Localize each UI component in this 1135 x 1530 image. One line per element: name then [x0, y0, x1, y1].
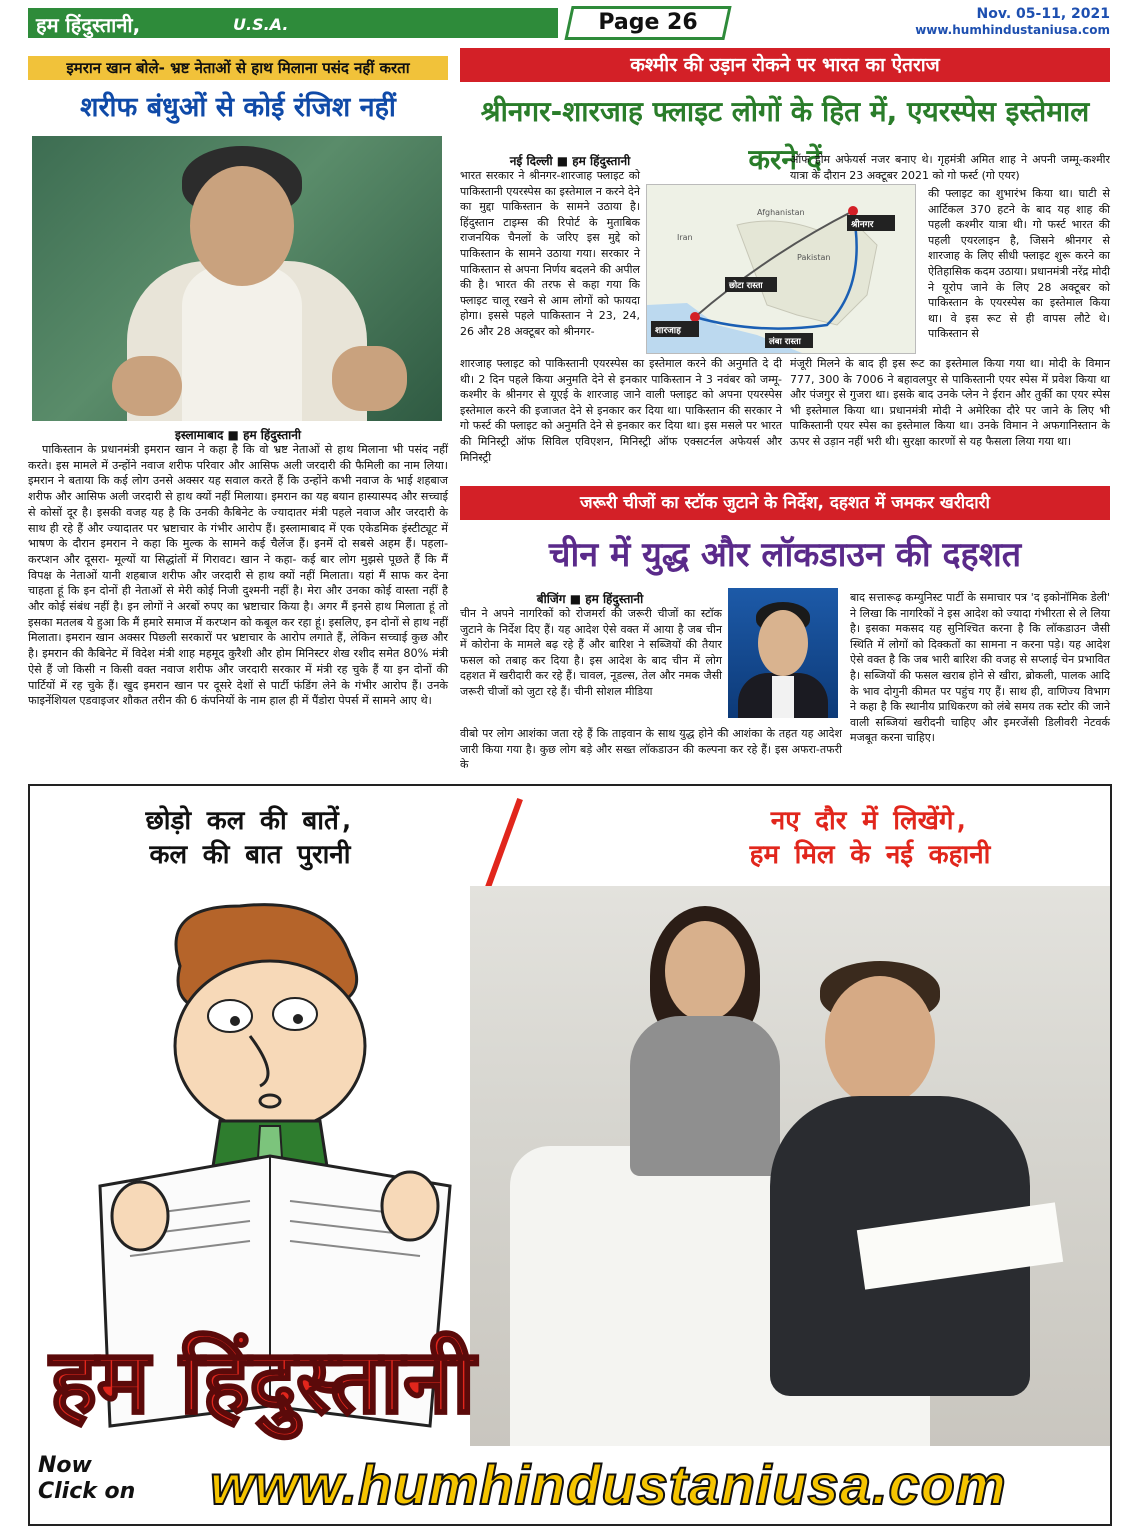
photo-right-hand — [332, 346, 407, 411]
map-label-long-route: लंबा रास्ता — [769, 337, 801, 347]
story-kicker: इमरान खान बोले- भ्रष्ट नेताओं से हाथ मिलाना पसंद नहीं करता — [28, 56, 448, 80]
story-dateline: बीजिंग ■ हम हिंदुस्तानी — [536, 592, 644, 606]
map-label-pakistan: Pakistan — [797, 253, 831, 262]
story-headline: शरीफ बंधुओं से कोई रंजिश नहीं — [80, 92, 396, 123]
photo-left-hand — [112, 356, 182, 416]
route-map — [646, 184, 916, 354]
cartoon-right-pupil — [293, 1014, 303, 1024]
story-body-col1-top: चीन ने अपने नागरिकों को रोजमर्रा की जरूरी चीजों का स्टॉक जुटाने के निर्देश दिए हैं। यह आदेश ऐसे वक्त में आया है जब चीन में कोरोना के मामले बढ़ रहे हैं और बारिश ने सब्जियों की तैयार फसल को तबाह कर दिया है। इस आदेश के बाद चीन में लोग दहशत में खरीदारी कर रहे हैं। चावल, नूडल्स, तेल और नमक जैसी जरूरी चीजों को जुटा रहे हैं। चीनी सोशल मीडिया — [460, 607, 722, 698]
promo-advertisement — [28, 784, 1112, 1526]
story-body: पाकिस्तान के प्रधानमंत्री इमरान खान ने कहा है कि वो भ्रष्ट नेताओं से हाथ मिलाना भी पसंद नहीं करते। इस मामले में उन्होंने नवाज शरीफ परिवार और आसिफ अली जरदारी की फैमिली का नाम लिया। इमरान ने बताया कि कई लोग उनसे अक्सर यह सवाल करते हैं कि उन्होंने कभी नवाज के भाई शहबाज शरीफ और आसिफ अली जरदारी से हाथ क्यों नहीं मिलाया। इमरान का यह बयान हास्यास्पद और सच्चाई से कोसों दूर है। इसकी वजह यह है कि उनकी कैबिनेट के ज्यादातर मंत्री पहले नवाज और जरदारी के साथ ही रहे हैं और ज्यादातर पर भ्रष्टाचार के गंभीर आरोप हैं। इस्लामाबाद में एक एकेडमिक इंस्टीट्यूट में भाषण के दौरान इमरान ने कहा कि मुल्क के सामने कई चैलेंज हैं। इनमें दो सबसे अहम हैं। पहला- करप्शन और दूसरा- मूल्यों या सिद्धांतों में गिरावट। खान ने कहा- कई बार लोग मुझसे पूछते हैं कि मैं विपक्ष के नेताओं यानी शहबाज शरीफ और जरदारी से हाथ क्यों नहीं मिलाता। यहां मैं साफ कर देना चाहता हूं कि इन दोनों ही नेताओं से मेरी कोई निजी दुश्मनी नहीं है। मेरा और उनका कोई वास्ता नहीं है और कोई संबंध नहीं है। इन लोगों ने अरबों रुपए का भ्रष्टाचार किया है। अगर मैं इनसे हाथ मिलाता हूं तो इसका मतलब ये हुआ कि मैं हमारे समाज में करप्शन को कबूल कर रहा हूं। इसलिए, इन दोनों से हाथ नहीं मिलाता। इमरान खान अक्सर पिछली सरकारों पर भ्रष्टाचार के आरोप लगाते हैं, लेकिन सच्चाई कुछ और है। इमरान की कैबिनेट में विदेश मंत्री शाह महमूद कुरैशी और होम मिनिस्टर शेख रशीद समेत 80% मंत्री ऐसे हैं जो किसी न किसी वक्त नवाज शरीफ और जरदारी सरकार में मंत्री रह चुके हैं या इन दोनों की पार्टियों में रह चुके हैं। खुद इमरान खान पर दूसरे देशों से पार्टी फंडिंग लेने के गंभीर आरोप हैं। उनके फाइनेंशियल एडवाइजर शौकत तरीन की 6 कंपनियों के नाम हाल ही में पैंडोरा पेपर्स में सामने आए थे। — [28, 443, 448, 708]
map-label-sharjah: शारजाह — [655, 326, 681, 336]
story-body-col1-bottom: शारजाह फ्लाइट को पाकिस्तानी एयरस्पेस का इस्तेमाल करने की अनुमति दे दी थी। 2 दिन पहले किया अनुमति देने से इनकार पाकिस्तान ने 3 नवंबर को जम्मू-कश्मीर के श्रीनगर से यूएई के शारजाह जाने वाली फ्लाइट को अपना एयरस्पेस इस्तेमाल करने की इजाजत देने से इनकार कर दिया था। पाकिस्तान की सरकार ने गो फर्स्ट की फ्लाइट को अनुमति देने से इनकार कर दिया था। इस मसले पर भारत की मिनिस्ट्री ऑफ सिविल एविएशन, मिनिस्ट्री ऑफ एक्सटर्नल अफेयर्स और मिनिस्ट्री — [460, 357, 782, 464]
photo-shirt — [772, 676, 794, 718]
cartoon-right-hand — [382, 1172, 438, 1240]
newspaper-title: हम हिंदुस्तानी, — [36, 13, 141, 37]
ad-click-on-label: Click on — [38, 1479, 136, 1504]
ad-tagline-left-line1: छोड़ो कल की बातें, — [145, 806, 355, 836]
xi-jinping-photo — [728, 588, 838, 718]
masthead-banner — [28, 8, 558, 38]
photo-face — [758, 610, 808, 676]
story-body-col2-mid: की फ्लाइट का शुभारंभ किया था। घाटी से आर्टिकल 370 हटने के बाद यह शाह की पहली कश्मीर यात्रा थी। गो फर्स्ट भारत की पहली एयरलाइन है, जिसने श्रीनगर से शारजाह के लिए सीधी फ्लाइट शुरू करने का ऐतिहासिक कदम उठाया। प्रधानमंत्री नरेंद्र मोदी ने यूरोप जाने के लिए 28 अक्टूबर को पाकिस्तान के एयरस्पेस का इस्तेमाल किया था। वे इस रूट से ही वापस लौटे थे। पाकिस्तान से — [928, 187, 1110, 341]
photo-collar — [182, 266, 302, 421]
map-label-srinagar: श्रीनगर — [851, 220, 874, 230]
ad-tagline-left — [80, 804, 420, 872]
story-imran-khan — [28, 54, 448, 774]
ad-tagline-right — [650, 804, 1090, 872]
newspaper-region: U.S.A. — [233, 15, 289, 34]
story-body-col1-bottom: वीबो पर लोग आशंका जता रहे हैं कि ताइवान के साथ युद्ध होने की आशंका के तहत यह आदेश जारी किया गया है। कुछ लोग बड़े और सख्त लॉकडाउन की कल्पना कर रहे हैं। इस अफरा-तफरी के — [460, 727, 842, 772]
story-kicker-bar: कश्मीर की उड़ान रोकने पर भारत का ऐतराज — [460, 48, 1110, 82]
issue-date: Nov. 05-11, 2021 — [976, 6, 1110, 22]
cartoon-left-pupil — [230, 1016, 240, 1026]
map-label-iran: Iran — [677, 233, 693, 242]
photo-woman-top — [630, 1016, 780, 1176]
story-body-col2-bottom: मंजूरी मिलने के बाद ही इस रूट का इस्तेमाल किया गया था। मोदी के विमान 777, 300 के 7006 ने बहावलपुर से पाकिस्तानी एयर स्पेस में प्रवेश किया था और पंजगुर से गुजरा था। इसके बाद उनके प्लेन ने ईरान और तुर्की का एयर स्पेस भी इस्तेमाल किया था। प्रधानमंत्री मोदी ने अमेरिका दौरे पर जाने के लिए भी पाकिस्तानी एयर स्पेस का इस्तेमाल किया था। उनके विमान ने अफगानिस्तान के ऊपर से उड़ान नहीं भरी थी। सुरक्षा कारणों से यह फैसला लिया गया था। — [790, 357, 1110, 448]
story-kicker-bar: जरूरी चीजों का स्टॉक जुटाने के निर्देश, दहशत में जमकर खरीदारी — [460, 486, 1110, 520]
story-headline: श्रीनगर-शारजाह फ्लाइट लोगों के हित में, एयरस्पेस इस्तेमाल करने दें — [480, 95, 1090, 176]
story-china-lockdown — [460, 486, 1110, 776]
route-map-svg — [647, 185, 916, 354]
page-number: Page 26 — [598, 10, 698, 35]
map-label-afghanistan: Afghanistan — [757, 208, 805, 217]
cartoon-left-hand — [112, 1182, 168, 1250]
cartoon-left-eye — [208, 1000, 252, 1032]
imran-khan-photo — [32, 136, 442, 421]
story-srinagar-sharjah — [460, 48, 1110, 478]
ad-tagline-left-line2: कल की बात पुरानी — [149, 840, 351, 870]
page-number-box — [564, 6, 731, 40]
cartoon-right-eye — [273, 998, 317, 1030]
ad-brand-title: हम हिंदुस्तानी — [50, 1329, 476, 1433]
ad-now-label: Now — [38, 1453, 92, 1478]
story-body-col2-top: ऑफ होम अफेयर्स नजर बनाए थे। गृहमंत्री अमित शाह ने अपनी जम्मू-कश्मीर यात्रा के दौरान 23 अक्टूबर 2021 को गो फर्स्ट (गो एयर) — [790, 153, 1110, 182]
photo-woman-face — [665, 921, 745, 1021]
story-headline: चीन में युद्ध और लॉकडाउन की दहशत — [548, 535, 1022, 575]
story-dateline: नई दिल्ली ■ हम हिंदुस्तानी — [509, 154, 631, 168]
story-dateline: इस्लामाबाद ■ हम हिंदुस्तानी — [174, 428, 302, 442]
ad-tagline-right-line2: हम मिल के नई कहानी — [749, 840, 991, 870]
masthead-url[interactable]: www.humhindustaniusa.com — [915, 23, 1110, 37]
srinagar-pin-icon — [848, 206, 858, 216]
story-body-col2: बाद सत्तारूढ़ कम्युनिस्ट पार्टी के समाचार पत्र 'द इकोनॉमिक डेली' ने लिखा कि नागरिकों ने इस आदेश को ज्यादा गंभीरता से ले लिया है। इसका मकसद यह सुनिश्चित करना है कि लॉकडाउन जैसी स्थिति में लोगों को दिक्कतों का सामना न करना पड़े। यह आदेश ऐसे वक्त है कि जब भारी बारिश की वजह से सप्लाई चेन प्रभावित है। सब्जियों की फसल खराब होने से खीरा, ब्रोकली, पालक आदि के भाव दोगुनी कीमत पर पहुंच गए हैं। साथ ही, वाणिज्य विभाग ने कहा है कि स्थानीय प्राधिकरण को लंबे समय तक स्टोर की जाने वाली सब्जियां खरीदनी चाहिए और इमरजेंसी डिलीवरी नेटवर्क मजबूत करना चाहिए। — [850, 591, 1110, 745]
photo-face — [190, 166, 294, 286]
sharjah-pin-icon — [690, 312, 700, 322]
ad-divider-stroke — [483, 798, 523, 894]
ad-website-link[interactable]: www.humhindustaniusa.com — [210, 1453, 1007, 1516]
masthead — [28, 6, 1110, 42]
photo-man-face — [825, 976, 935, 1106]
ad-tagline-right-line1: नए दौर में लिखेंगे, — [770, 806, 970, 836]
story-body-col1-top: भारत सरकार ने श्रीनगर-शारजाह फ्लाइट को पाकिस्तानी एयरस्पेस का इस्तेमाल न करने देने का मुद्दा पाकिस्तान के सामने उठाया है। हिंदुस्तान टाइम्स की रिपोर्ट के मुताबिक राजनयिक चैनलों के जरिए इस मुद्दे को पाकिस्तान के सामने उठाया गया। सरकार ने पाकिस्तान से अपना निर्णय बदलने की अपील की है। भारत की तरफ से कहा गया कि फ्लाइट चालू रखने से आम लोगों को फायदा होगा। इससे पहले पाकिस्तान ने 23, 24, 26 और 28 अक्टूबर को श्रीनगर- — [460, 169, 640, 338]
map-label-short-route: छोटा रास्ता — [729, 281, 763, 291]
ad-footer — [30, 1446, 1112, 1526]
